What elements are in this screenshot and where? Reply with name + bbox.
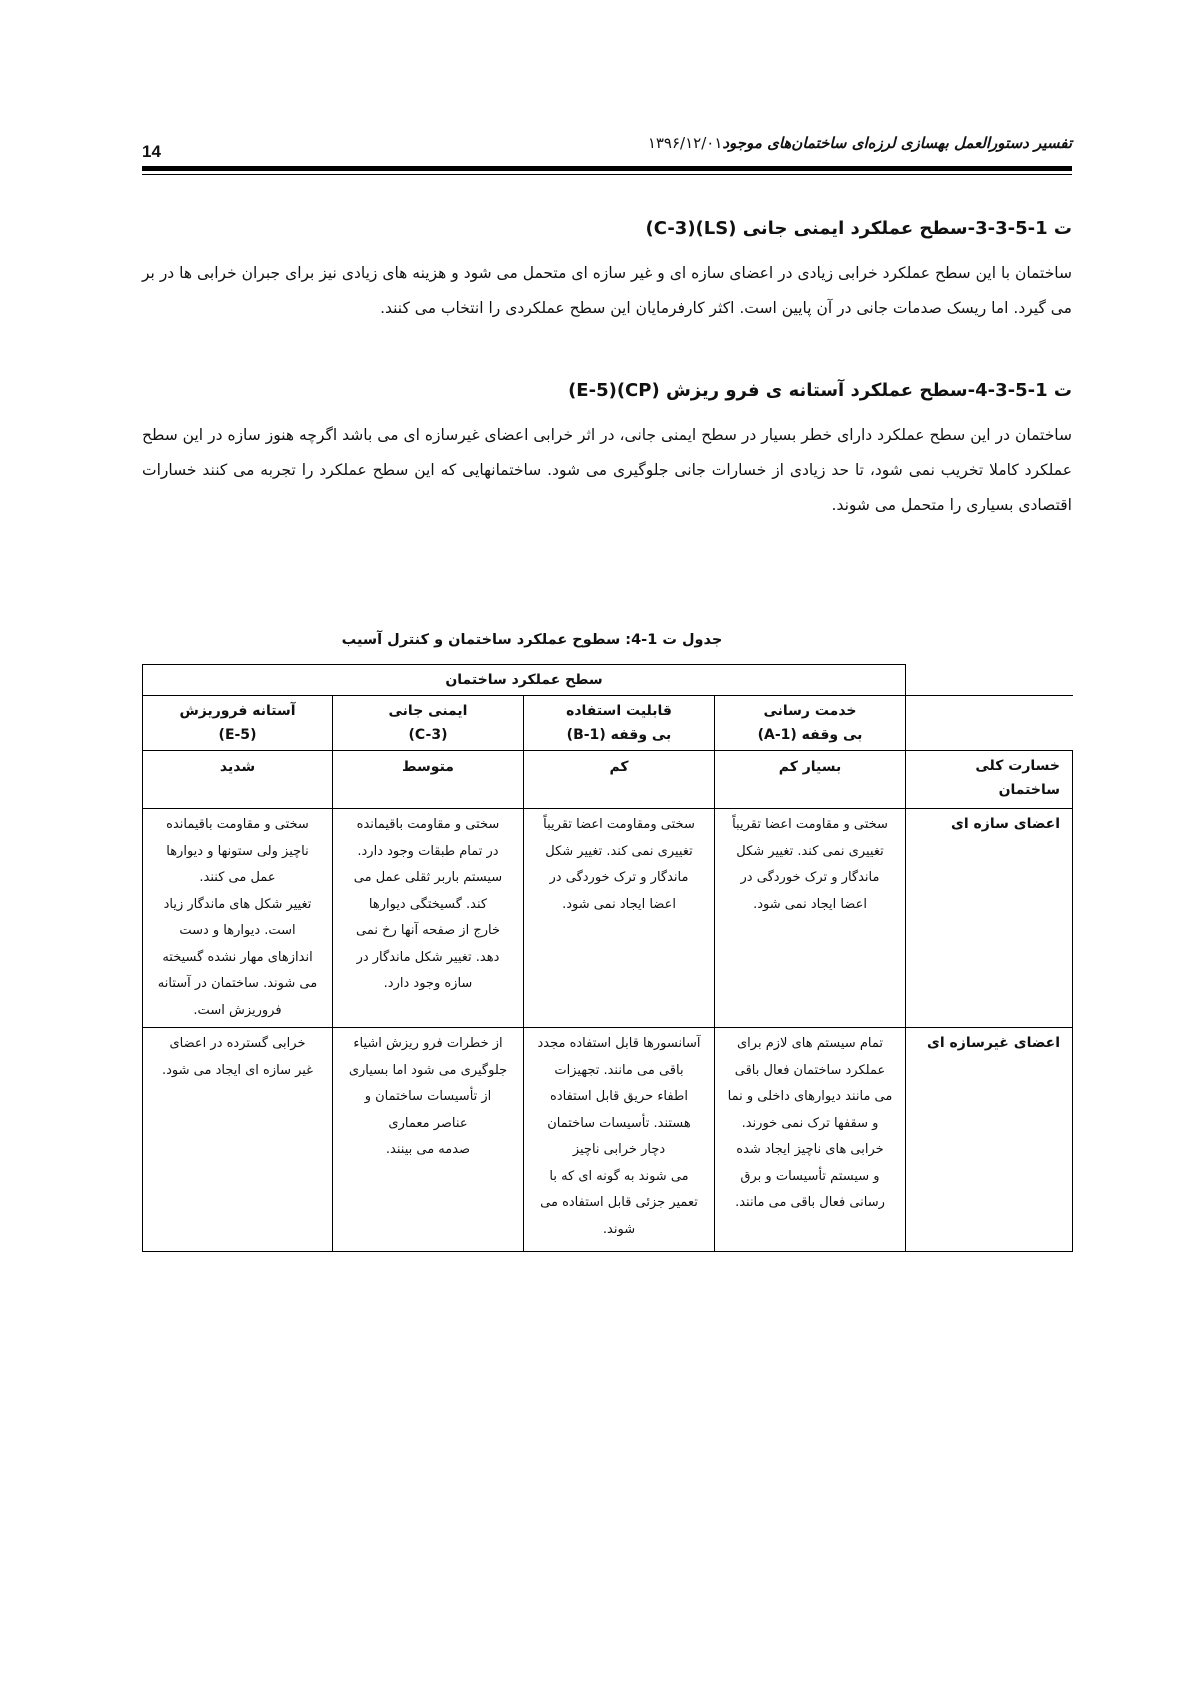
table-cell bbox=[524, 1028, 715, 1252]
column-header-line: خدمت رسانی bbox=[763, 703, 857, 719]
table-cell-line: عناصر معماری bbox=[388, 1115, 468, 1131]
table-cell bbox=[333, 809, 524, 1028]
table-body bbox=[143, 751, 1073, 1252]
table-column-header-row bbox=[143, 696, 1073, 751]
table-cell bbox=[715, 1028, 906, 1252]
table-cell bbox=[143, 809, 333, 1028]
table-cell-line: تغییری نمی کند. تغییر شکل bbox=[545, 843, 693, 859]
table-group-header-row bbox=[143, 665, 1073, 696]
table-cell-line: هستند. تأسیسات ساختمان bbox=[547, 1115, 691, 1131]
table-cell-line: و سیستم تأسیسات و برق bbox=[740, 1168, 880, 1184]
table-cell-line: صدمه می بینند. bbox=[385, 1142, 471, 1157]
table-cell-line: از تأسیسات ساختمان و bbox=[364, 1089, 492, 1104]
section-heading: ت 1-5-3-4-سطح عملکرد آستانه ی فرو ریزش (CP)(E-5) bbox=[568, 380, 1072, 401]
column-header-line: بی وقفه (A-1) bbox=[757, 727, 863, 743]
table-cell-line: فروریزش است. bbox=[193, 1002, 282, 1018]
table-cell-line: عمل می کنند. bbox=[199, 870, 276, 885]
table-cell-line: اطفاء حریق قابل استفاده bbox=[550, 1089, 688, 1104]
table-cell-line: جلوگیری می شود اما بسیاری bbox=[348, 1062, 508, 1078]
table-cell-line: از خطرات فرو ریزش اشیاء bbox=[353, 1036, 503, 1051]
table-cell-line: ناچیز ولی ستونها و دیوارها bbox=[166, 843, 309, 859]
page-number: 14 bbox=[142, 142, 161, 161]
table-cell-line: خارج از صفحه آنها رخ نمی bbox=[355, 923, 500, 938]
table-cell-line: بسیار کم bbox=[778, 759, 842, 775]
section-heading-cp bbox=[142, 380, 1072, 401]
table-corner-cell bbox=[906, 665, 1073, 696]
table-cell-line: سختی و مقاومت باقیمانده bbox=[166, 817, 309, 832]
table-cell-line: می شوند به گونه ای که با bbox=[549, 1168, 689, 1184]
table-caption: جدول ت 1-4: سطوح عملکرد ساختمان و کنترل آسیب bbox=[341, 632, 723, 648]
table-cell-line: کند. گسیختگی دیوارها bbox=[368, 896, 488, 912]
paragraph: ساختمان با این سطح عملکرد خرابی زیادی در اعضای سازه ای و غیر سازه ای متحمل می شود و هزینه های زیادی نیز برای جبران خرابی ها در بر می گیرد. اما ریسک صدمات جانی در آن پایین است. اکثر کارفرمایان این سطح عملکردی را انتخاب می کنند. bbox=[142, 264, 1072, 317]
table-cell-line: اعضا ایجاد نمی شود. bbox=[562, 896, 676, 912]
column-header-line: آستانه فروریزش bbox=[179, 703, 296, 719]
table-cell-line: ماندگار و ترک خوردگی در bbox=[549, 870, 689, 885]
table-cell-line: شدید bbox=[219, 759, 256, 775]
table-cell-line: سختی ومقاومت اعضا تقریباً bbox=[543, 817, 695, 832]
table-cell-line: رسانی فعال باقی می مانند. bbox=[735, 1195, 885, 1210]
column-header-line: (C-3) bbox=[408, 727, 448, 743]
table-cell-line: تمام سیستم های لازم برای bbox=[737, 1036, 883, 1051]
table-cell bbox=[715, 751, 906, 809]
table-cell bbox=[524, 809, 715, 1028]
table-cell-line: تغییر شکل های ماندگار زیاد bbox=[163, 896, 312, 912]
table-cell bbox=[143, 1028, 333, 1252]
table-cell-line: سیستم باربر ثقلی عمل می bbox=[353, 870, 503, 885]
table-cell-line: سختی و مقاومت باقیمانده bbox=[356, 817, 500, 832]
column-header-line: قابلیت استفاده bbox=[566, 703, 672, 719]
table-cell-line: دهد. تغییر شکل ماندگار در bbox=[356, 949, 500, 965]
table-cell-line: خرابی گسترده در اعضای bbox=[169, 1036, 306, 1051]
column-header bbox=[715, 696, 906, 751]
table-cell-line: دچار خرابی ناچیز bbox=[572, 1142, 666, 1157]
table-cell-line: خرابی های ناچیز ایجاد شده bbox=[736, 1142, 884, 1157]
running-title-text: تفسیر دستورالعمل بهسازی لرزه‌ای ساختمان‌های موجود bbox=[722, 134, 1072, 152]
column-header-line: (E-5) bbox=[218, 727, 257, 743]
paragraph: ساختمان در این سطح عملکرد دارای خطر بسیار در سطح ایمنی جانی، در اثر خرابی اعضای غیرسازه ای می باشد اگرچه هنوز سازه در این سطح عملکرد کاملا تخریب نمی شود، تا حد زیادی از خسارات جانی جلوگیری می شود. ساختمانهایی که این سطح عملکرد را تجربه می کنند خسارات اقتصادی بسیاری را متحمل می شوند. bbox=[142, 426, 1072, 514]
table-cell-line: و سقفها ترک نمی خورند. bbox=[741, 1115, 879, 1131]
header-date: ۱۳۹۶/۱۲/۰۱ bbox=[647, 134, 723, 152]
table-cell-line: است. دیوارها و دست bbox=[179, 923, 296, 938]
section-heading: ت 1-5-3-3-سطح عملکرد ایمنی جانی (LS)(C-3) bbox=[645, 218, 1072, 239]
table-row bbox=[143, 1028, 1073, 1252]
column-header-line: بی وقفه (B-1) bbox=[566, 727, 672, 743]
page-header bbox=[142, 128, 1072, 168]
section-paragraph-ls bbox=[142, 256, 1072, 326]
header-rule-thin bbox=[142, 174, 1072, 175]
header-rule bbox=[142, 166, 1072, 171]
row-header: اعضای سازه ای bbox=[906, 809, 1073, 1028]
table-cell-line: تعمیر جزئی قابل استفاده می bbox=[540, 1195, 698, 1210]
section-paragraph-cp bbox=[142, 418, 1072, 523]
table-cell bbox=[524, 751, 715, 809]
table-cell-line: باقی می مانند. تجهیزات bbox=[554, 1062, 684, 1078]
column-header bbox=[524, 696, 715, 751]
table-cell-line: اعضا ایجاد نمی شود. bbox=[753, 896, 867, 912]
column-header-line: ایمنی جانی bbox=[388, 703, 468, 719]
table-cell-line: آسانسورها قابل استفاده مجدد bbox=[537, 1036, 701, 1051]
row-header: اعضای غیرسازه ای bbox=[906, 1028, 1073, 1252]
table-cell bbox=[333, 1028, 524, 1252]
table-corner-cell bbox=[906, 696, 1073, 751]
table-cell-line: متوسط bbox=[402, 759, 454, 775]
table-row bbox=[143, 809, 1073, 1028]
table-cell bbox=[143, 751, 333, 809]
column-header bbox=[333, 696, 524, 751]
table-cell bbox=[715, 809, 906, 1028]
group-header: سطح عملکرد ساختمان bbox=[143, 665, 906, 696]
table-cell-line: شوند. bbox=[602, 1221, 636, 1237]
table-cell-line: اندازهای مهار نشده گسیخته bbox=[162, 949, 313, 965]
table-row bbox=[143, 751, 1073, 809]
running-title bbox=[630, 134, 1072, 152]
table-cell-line: تغییری نمی کند. تغییر شکل bbox=[736, 843, 884, 859]
table-cell-line: عملکرد ساختمان فعال باقی bbox=[734, 1062, 886, 1078]
table-cell-line: ماندگار و ترک خوردگی در bbox=[740, 870, 880, 885]
table-cell-line: سختی و مقاومت اعضا تقریباً bbox=[732, 817, 888, 832]
section-heading-ls bbox=[142, 218, 1072, 239]
table-cell-line: می شوند. ساختمان در آستانه bbox=[157, 976, 318, 991]
table-cell-line: کم bbox=[609, 759, 629, 775]
row-header: خسارت کلی ساختمان bbox=[906, 751, 1073, 809]
performance-table bbox=[142, 664, 1073, 1252]
table-cell-line: سازه وجود دارد. bbox=[383, 976, 473, 991]
column-header bbox=[143, 696, 333, 751]
table-cell-line: می مانند دیوارهای داخلی و نما bbox=[727, 1089, 893, 1104]
table-cell-line: در تمام طبقات وجود دارد. bbox=[357, 843, 499, 859]
table-cell bbox=[333, 751, 524, 809]
table-cell-line: غیر سازه ای ایجاد می شود. bbox=[162, 1062, 313, 1078]
